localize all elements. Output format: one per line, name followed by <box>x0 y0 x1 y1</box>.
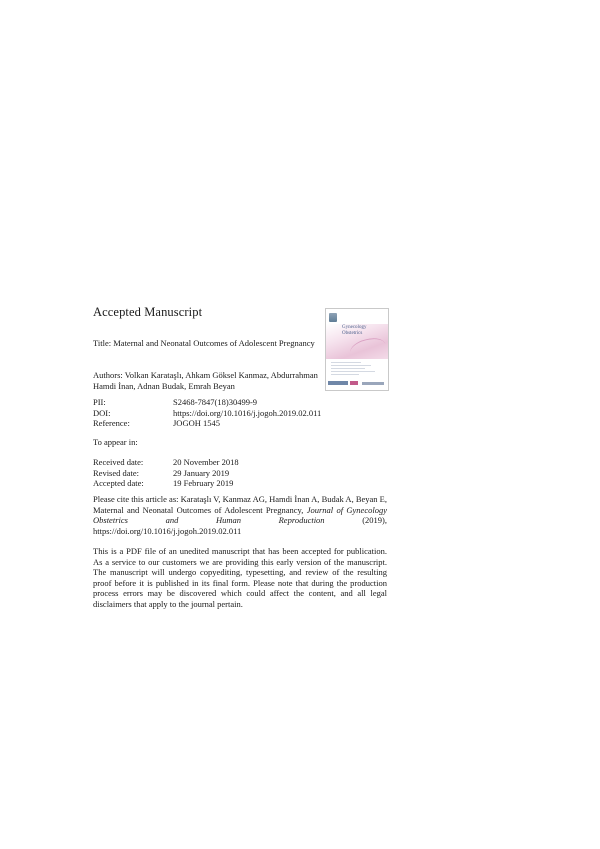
date-label: Received date: <box>93 457 144 467</box>
metadata-label: PII: <box>93 397 106 407</box>
date-label: Accepted date: <box>93 478 144 488</box>
article-title: Title: Maternal and Neonatal Outcomes of Adolescent Pregnancy <box>93 338 315 348</box>
to-appear-in: To appear in: <box>93 437 138 447</box>
cover-journal-title: Gynecology Obstetrics <box>342 325 367 336</box>
cover-text-line <box>331 368 365 369</box>
publication-notice: This is a PDF file of an unedited manuscript that has been accepted for publication. As a service to our customers we are providing this early version of the manuscript. The manuscript will undergo copyediting, typesetting, and review of the resulting proof before it is published in its final form. Please note that during the production process errors may be discovered which could affect the content, and all legal disclaimers that apply to the journal pertain. <box>93 546 387 609</box>
metadata-label: DOI: <box>93 407 111 418</box>
date-row-revised <box>93 468 239 479</box>
metadata-row-pii <box>93 397 321 408</box>
date-value: 29 January 2019 <box>173 467 230 478</box>
page-heading: Accepted Manuscript <box>93 305 203 319</box>
article-authors: Authors: Volkan Karataşlı, Ahkam Göksel Kanmaz, Abdurrahman Hamdi İnan, Adnan Budak, Emrah Beyan <box>93 370 318 391</box>
citation-paragraph <box>93 494 387 536</box>
journal-cover-thumbnail <box>325 308 389 391</box>
date-value: 19 February 2019 <box>173 478 234 488</box>
doi-link[interactable]: https://doi.org/10.1016/j.jogoh.2019.02.011 <box>173 407 322 418</box>
citation-journal: Journal of Gynecology Obstetrics and Human Reproduction <box>93 504 387 525</box>
metadata-row-doi <box>93 408 321 419</box>
cover-text-line <box>331 374 359 375</box>
cover-footer-bar-right <box>362 382 384 385</box>
cover-text-line <box>331 365 371 366</box>
metadata-row-reference <box>93 418 321 429</box>
citation-suffix: (2019), https://doi.org/10.1016/j.jogoh.2019.02.011 <box>93 515 387 536</box>
cover-text-line <box>331 362 361 363</box>
citation-prefix: Please cite this article as: Karataşlı V, Kanmaz AG, Hamdi İnan A, Budak A, Beyan E, Maternal and Neonatal Outcomes of Adolescent Pregnancy, <box>93 494 387 515</box>
cover-footer-mark <box>350 381 358 385</box>
date-row-accepted <box>93 478 239 489</box>
dates-table <box>93 457 239 489</box>
date-value: 20 November 2018 <box>173 457 239 467</box>
date-label: Revised date: <box>93 467 140 478</box>
metadata-value: S2468-7847(18)30499-9 <box>173 397 258 407</box>
cover-footer-bar <box>328 381 348 385</box>
cover-text-line <box>331 371 375 372</box>
metadata-label: Reference: <box>93 418 130 428</box>
metadata-value: JOGOH 1545 <box>173 418 220 428</box>
date-row-received <box>93 457 239 468</box>
metadata-table <box>93 397 321 429</box>
publisher-logo-icon <box>329 313 337 322</box>
